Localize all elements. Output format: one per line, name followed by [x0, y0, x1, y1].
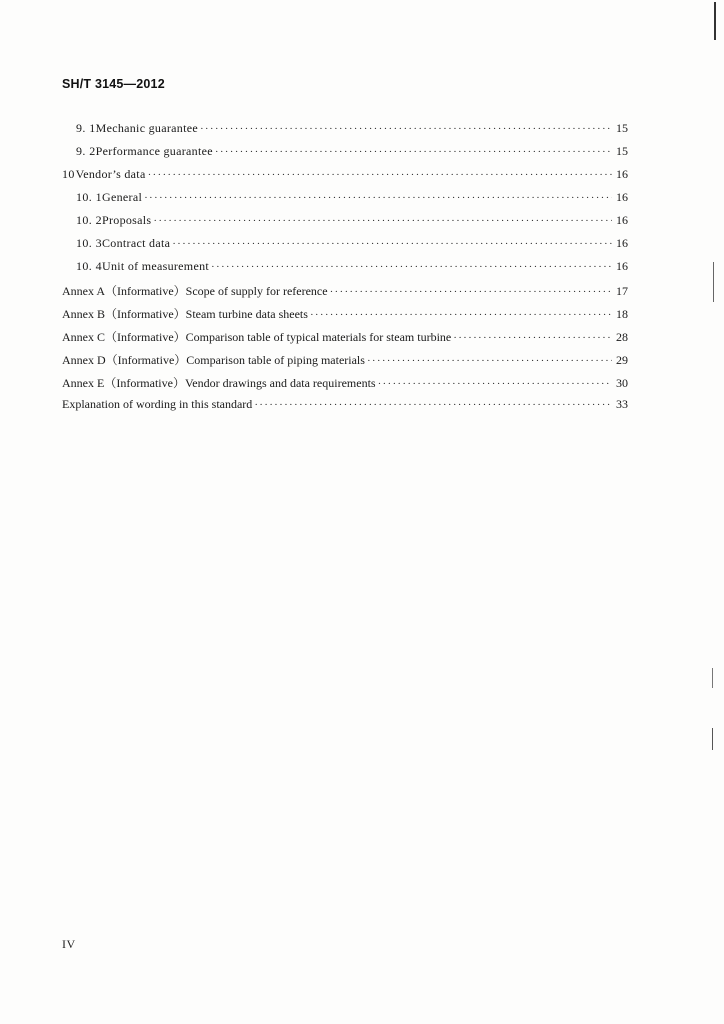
- toc-entry-title: Unit of measurement: [102, 259, 210, 273]
- toc-entry-number: 10. 3: [76, 236, 102, 250]
- toc-entry-page: 16: [616, 167, 628, 181]
- toc-entry-title: Annex D（Informative）Comparison table of piping materials: [62, 353, 365, 367]
- dot-leader: [367, 355, 612, 367]
- toc-entry-page: 17: [616, 284, 628, 298]
- toc-entry-number: 10. 2: [76, 213, 102, 227]
- dot-leader: [144, 192, 612, 204]
- table-of-contents: [62, 121, 628, 420]
- toc-entry-annex-a[interactable]: [62, 282, 628, 305]
- toc-entry-number: 10. 1: [76, 190, 102, 204]
- dot-leader: [148, 169, 612, 181]
- toc-entry-9-2[interactable]: [62, 144, 628, 167]
- dot-leader: [215, 146, 612, 158]
- toc-entry-title: Vendor’s data: [75, 167, 146, 181]
- toc-entry-annex-d[interactable]: [62, 351, 628, 374]
- toc-entry-page: 29: [616, 353, 628, 367]
- toc-entry-title: Performance guarantee: [95, 144, 213, 158]
- toc-entry-number: 9. 2: [76, 144, 96, 158]
- toc-entry-page: 33: [616, 397, 628, 411]
- dot-leader: [211, 261, 612, 273]
- toc-entry-title: Explanation of wording in this standard: [62, 397, 253, 411]
- toc-entry-annex-b[interactable]: [62, 305, 628, 328]
- toc-entry-page: 16: [616, 236, 628, 250]
- scan-edge-mark: [713, 262, 714, 302]
- toc-entry-number: 10: [62, 167, 75, 181]
- toc-entry-title: Annex A（Informative）Scope of supply for reference: [62, 284, 328, 298]
- toc-entry-explanation[interactable]: [62, 397, 628, 420]
- toc-entry-page: 16: [616, 259, 628, 273]
- dot-leader: [172, 238, 612, 250]
- toc-entry-title: General: [102, 190, 143, 204]
- toc-entry-title: Annex C（Informative）Comparison table of typical materials for steam turbine: [62, 330, 452, 344]
- scan-edge-mark: [714, 2, 716, 40]
- scan-edge-mark: [712, 668, 713, 688]
- toc-entry-title: Proposals: [102, 213, 152, 227]
- toc-entry-page: 16: [616, 190, 628, 204]
- toc-entry-page: 30: [616, 376, 628, 390]
- scan-edge-mark: [712, 728, 713, 750]
- toc-entry-9-1[interactable]: [62, 121, 628, 144]
- toc-entry-page: 16: [616, 213, 628, 227]
- toc-entry-title: Annex E（Informative）Vendor drawings and data requirements: [62, 376, 376, 390]
- toc-entry-annex-c[interactable]: [62, 328, 628, 351]
- toc-entry-10-3[interactable]: [62, 236, 628, 259]
- toc-entry-annex-e[interactable]: [62, 374, 628, 397]
- toc-entry-title: Contract data: [102, 236, 171, 250]
- toc-entry-page: 18: [616, 307, 628, 321]
- dot-leader: [330, 286, 612, 298]
- standard-code-header: SH/T 3145—2012: [62, 77, 165, 91]
- toc-entry-page: 28: [616, 330, 628, 344]
- toc-entry-page: 15: [616, 121, 628, 135]
- toc-entry-number: 10. 4: [76, 259, 102, 273]
- toc-entry-number: 9. 1: [76, 121, 96, 135]
- toc-entry-title: Mechanic guarantee: [95, 121, 198, 135]
- toc-entry-10-2[interactable]: [62, 213, 628, 236]
- dot-leader: [453, 332, 612, 344]
- dot-leader: [254, 399, 612, 411]
- dot-leader: [378, 378, 612, 390]
- dot-leader: [200, 123, 612, 135]
- toc-entry-10-1[interactable]: [62, 190, 628, 213]
- toc-entry-title: Annex B（Informative）Steam turbine data sheets: [62, 307, 308, 321]
- toc-entry-page: 15: [616, 144, 628, 158]
- toc-entry-10-4[interactable]: [62, 259, 628, 282]
- dot-leader: [153, 215, 612, 227]
- dot-leader: [310, 309, 612, 321]
- page-number: IV: [62, 937, 76, 951]
- toc-entry-10[interactable]: [62, 167, 628, 190]
